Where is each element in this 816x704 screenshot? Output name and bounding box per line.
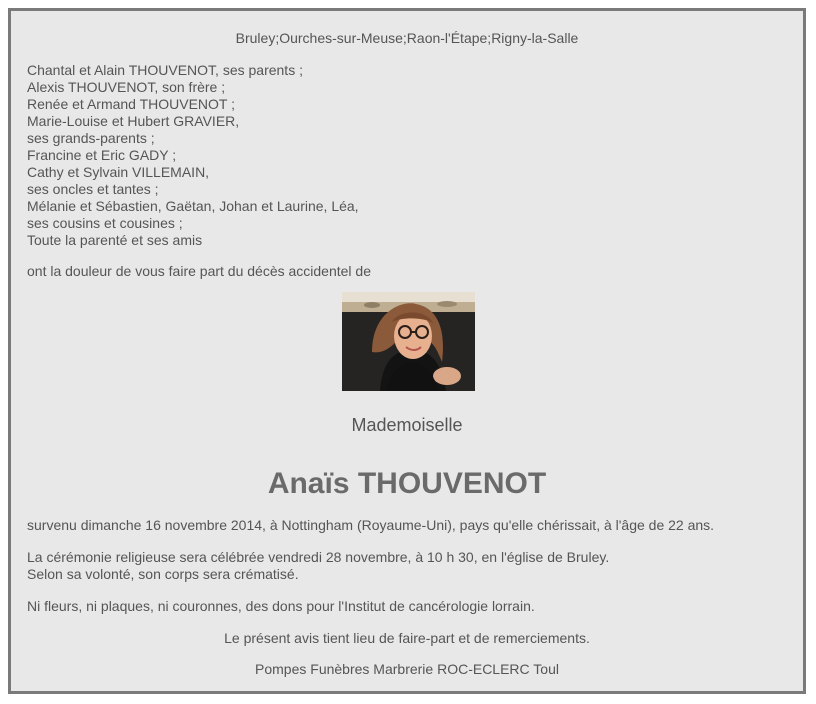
family-line: Francine et Eric GADY ;: [27, 147, 177, 163]
ceremony-info: [27, 549, 609, 583]
family-line: Chantal et Alain THOUVENOT, ses parents ;: [27, 62, 303, 78]
family-line: ses grands-parents ;: [27, 130, 155, 146]
announcement-intro: ont la douleur de vous faire part du décès accidentel de: [27, 263, 372, 279]
obituary-notice: [8, 8, 806, 694]
notice-note: Le présent avis tient lieu de faire-part et de remerciements.: [224, 630, 590, 646]
flowers-note: Ni fleurs, ni plaques, ni couronnes, des dons pour l'Institut de cancérologie lorrain.: [27, 598, 535, 614]
ceremony-line: Selon sa volonté, son corps sera crématisé.: [27, 566, 299, 582]
locations-line: Bruley;Ourches-sur-Meuse;Raon-l'Étape;Rigny-la-Salle: [235, 30, 579, 46]
family-line: Toute la parenté et ses amis: [27, 232, 203, 248]
family-line: Marie-Louise et Hubert GRAVIER,: [27, 113, 240, 129]
family-line: Alexis THOUVENOT, son frère ;: [27, 79, 226, 95]
funeral-home: Pompes Funèbres Marbrerie ROC-ECLERC Toul: [255, 661, 559, 677]
deceased-title: Mademoiselle: [351, 415, 463, 435]
ceremony-line: La cérémonie religieuse sera célébrée vendredi 28 novembre, à 10 h 30, en l'église de Bruley.: [27, 549, 610, 565]
family-line: ses cousins et cousines ;: [27, 215, 183, 231]
death-details: survenu dimanche 16 novembre 2014, à Nottingham (Royaume-Uni), pays qu'elle chérissait, à l'âge de 22 ans.: [27, 517, 715, 533]
family-line: ses oncles et tantes ;: [27, 181, 159, 197]
family-line: Cathy et Sylvain VILLEMAIN,: [27, 164, 210, 180]
family-line: Mélanie et Sébastien, Gaëtan, Johan et Laurine, Léa,: [27, 198, 359, 214]
family-line: Renée et Armand THOUVENOT ;: [27, 96, 236, 112]
portrait-photo: [342, 292, 475, 391]
deceased-name: Anaïs THOUVENOT: [267, 467, 547, 500]
family-list: [27, 62, 359, 249]
